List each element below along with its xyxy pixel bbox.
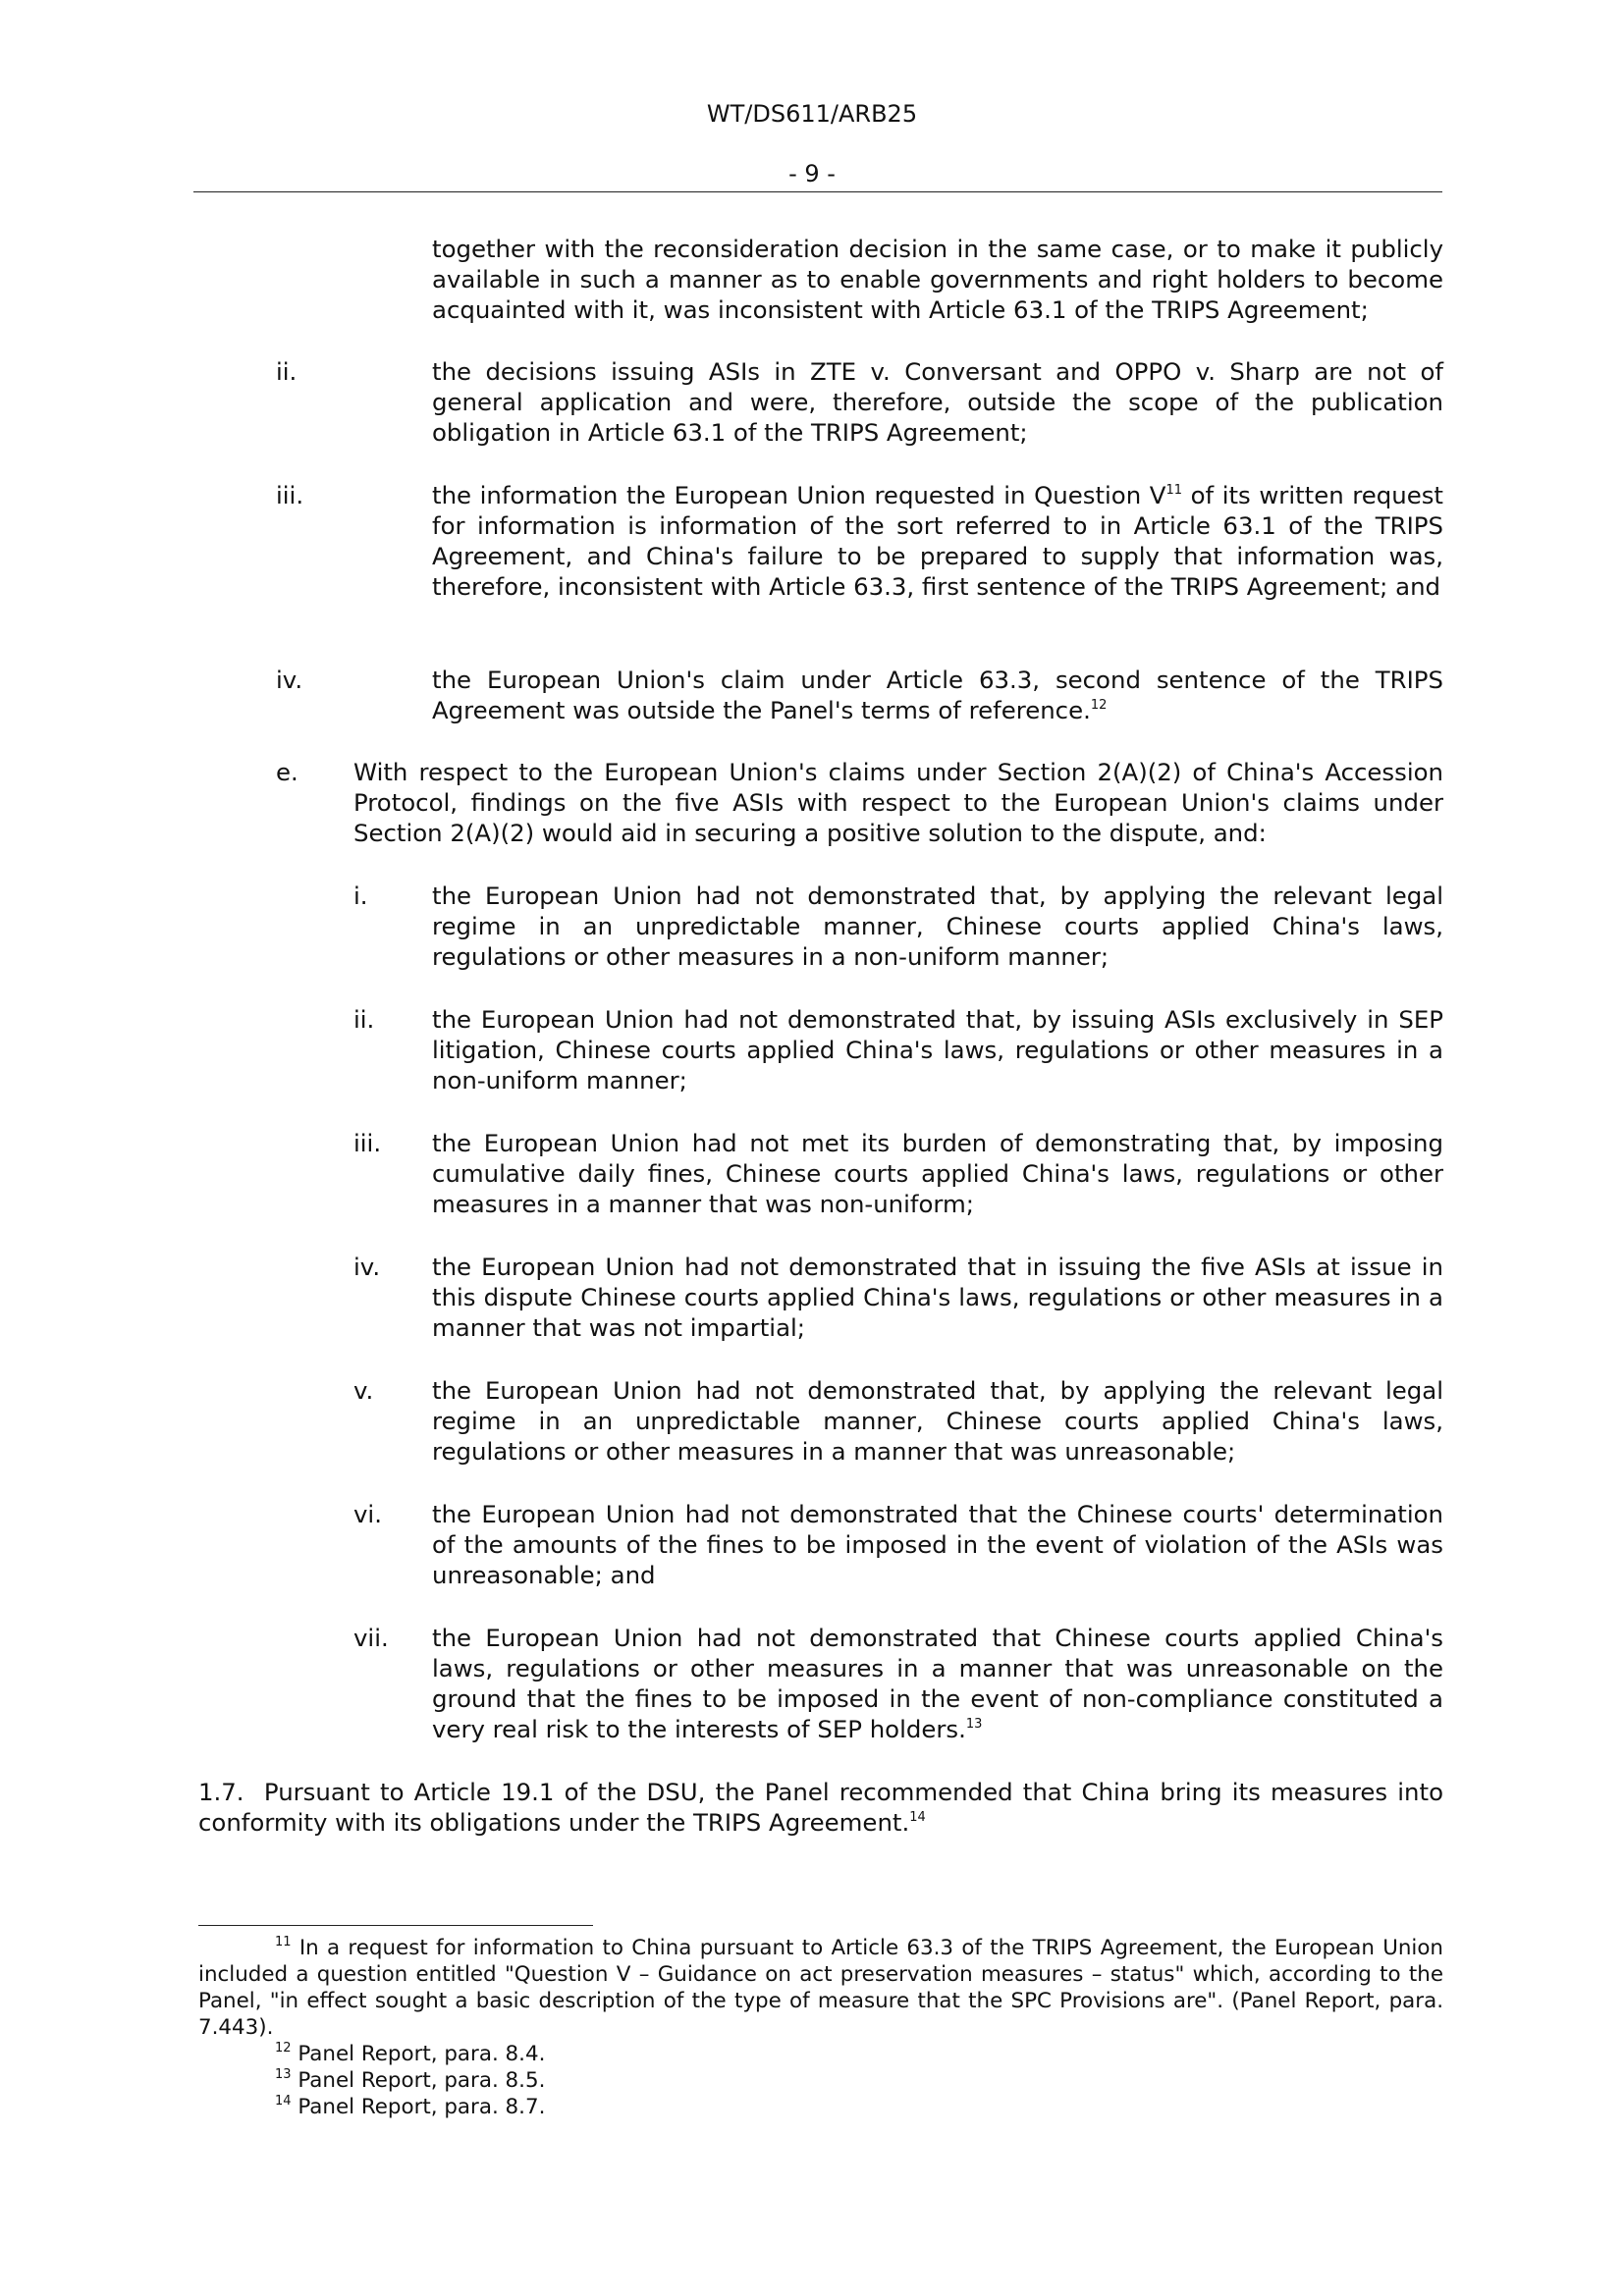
footnote-ref: 14 xyxy=(909,1809,926,1825)
list-marker: v. xyxy=(353,1376,374,1405)
header-rule xyxy=(193,191,1442,192)
paragraph-1-7: 1.7. Pursuant to Article 19.1 of the DSU, the Panel recommended that China bring its measures into conformity with its obligations under the TRIPS Agreement.$^{14}$ xyxy=(198,1778,1451,1837)
list-marker: i. xyxy=(353,881,368,910)
list-item-text: the decisions issuing ASIs in ZTE v. Conversant and OPPO v. Sharp are not of general application and were, therefore, outside the scope of the publication obligation in Article 63.1 of the TRIPS Agreement; xyxy=(432,357,1443,447)
list-item-text: the European Union had not met its burden of demonstrating that, by imposing cumulative daily fines, Chinese courts applied China's laws, regulations or other measures in a manner that was non-uniform; xyxy=(432,1129,1443,1218)
document-symbol: WT/DS611/ARB25 xyxy=(706,100,918,128)
footnote-separator xyxy=(198,1925,593,1926)
list-marker: vii. xyxy=(353,1624,389,1652)
list-item-text: the European Union had not demonstrated that the Chinese courts' determination of the amounts of the fines to be imposed in the event of violation of the ASIs was unreasonable; and xyxy=(432,1500,1443,1589)
item-e-text: With respect to the European Union's claims under Section 2(A)(2) of China's Accession Protocol, findings on the five ASIs with respect to the European Union's claims under Section 2(A)(2) would aid in securing a positive solution to the dispute, and: xyxy=(353,758,1443,847)
list-item-text: the European Union had not demonstrated that Chinese courts applied China's laws, regulations or other measures in a manner that was unreasonable on the ground that the fines to be imposed in the event of non-compliance constituted a very real risk to the interests of SEP holders.$^{13}$ xyxy=(432,1624,1443,1743)
list-marker: iv. xyxy=(353,1253,381,1281)
list-marker: iv. xyxy=(276,666,303,694)
list-item-text: the information the European Union requested in Question $V^{11}$ of its written request for information is information of the sort referred to in Article 63.1 of the TRIPS Agreement, and China's failure to be prepared to supply that information was, therefore, inconsistent with Article 63.3, first sentence of the TRIPS Agreement; and xyxy=(432,481,1443,601)
footnote-14: $^{14}$ Panel Report, para. 8.7. xyxy=(275,2093,546,2119)
footnote-ref: 13 xyxy=(965,1716,983,1732)
item-e-marker: e. xyxy=(276,758,298,786)
footnote-11: $^{11}$ In a request for information to China pursuant to Article 63.3 of the TRIPS Agreement, the European Union included a question entitled "Question V – Guidance on act preservation measures – status" which, according to the Panel, "in effect sought a basic description of the type of measure that the SPC Provisions are". (Panel Report, para. 7.443). xyxy=(198,1934,1443,2040)
footnote-ref: 12 xyxy=(1090,697,1108,713)
list-item-text: the European Union had not demonstrated that in issuing the five ASIs at issue in this dispute Chinese courts applied China's laws, regulations or other measures in a manner that was not impartial; xyxy=(432,1253,1443,1342)
footnote-13: $^{13}$ Panel Report, para. 8.5. xyxy=(275,2066,546,2093)
list-item-text: the European Union had not demonstrated that, by applying the relevant legal regime in an unpredictable manner, Chinese courts applied China's laws, regulations or other measures in a manner that was unreasonable; xyxy=(432,1376,1443,1466)
page-number: - 9 - xyxy=(788,160,836,187)
list-item-text: the European Union had not demonstrated that, by applying the relevant legal regime in an unpredictable manner, Chinese courts applied China's laws, regulations or other measures in a non-uniform manner; xyxy=(432,881,1443,971)
list-marker: ii. xyxy=(353,1005,375,1034)
list-marker: iii. xyxy=(276,481,304,509)
footnote-ref: 11 xyxy=(1165,482,1182,498)
list-item-text: the European Union's claim under Article 63.3, second sentence of the TRIPS Agreement was outside the Panel's terms of reference.$^{12}$ xyxy=(432,666,1443,724)
list-marker: iii. xyxy=(353,1129,382,1157)
continuation-text: together with the reconsideration decision in the same case, or to make it publicly available in such a manner as to enable governments and right holders to become acquainted with it, was inconsistent with Article 63.1 of the TRIPS Agreement; xyxy=(432,235,1443,324)
list-marker: vi. xyxy=(353,1500,382,1528)
list-marker: ii. xyxy=(276,357,298,386)
footnote-12: $^{12}$ Panel Report, para. 8.4. xyxy=(275,2040,546,2066)
list-item-text: the European Union had not demonstrated that, by issuing ASIs exclusively in SEP litigation, Chinese courts applied China's laws, regulations or other measures in a non-uniform manner; xyxy=(432,1005,1443,1095)
